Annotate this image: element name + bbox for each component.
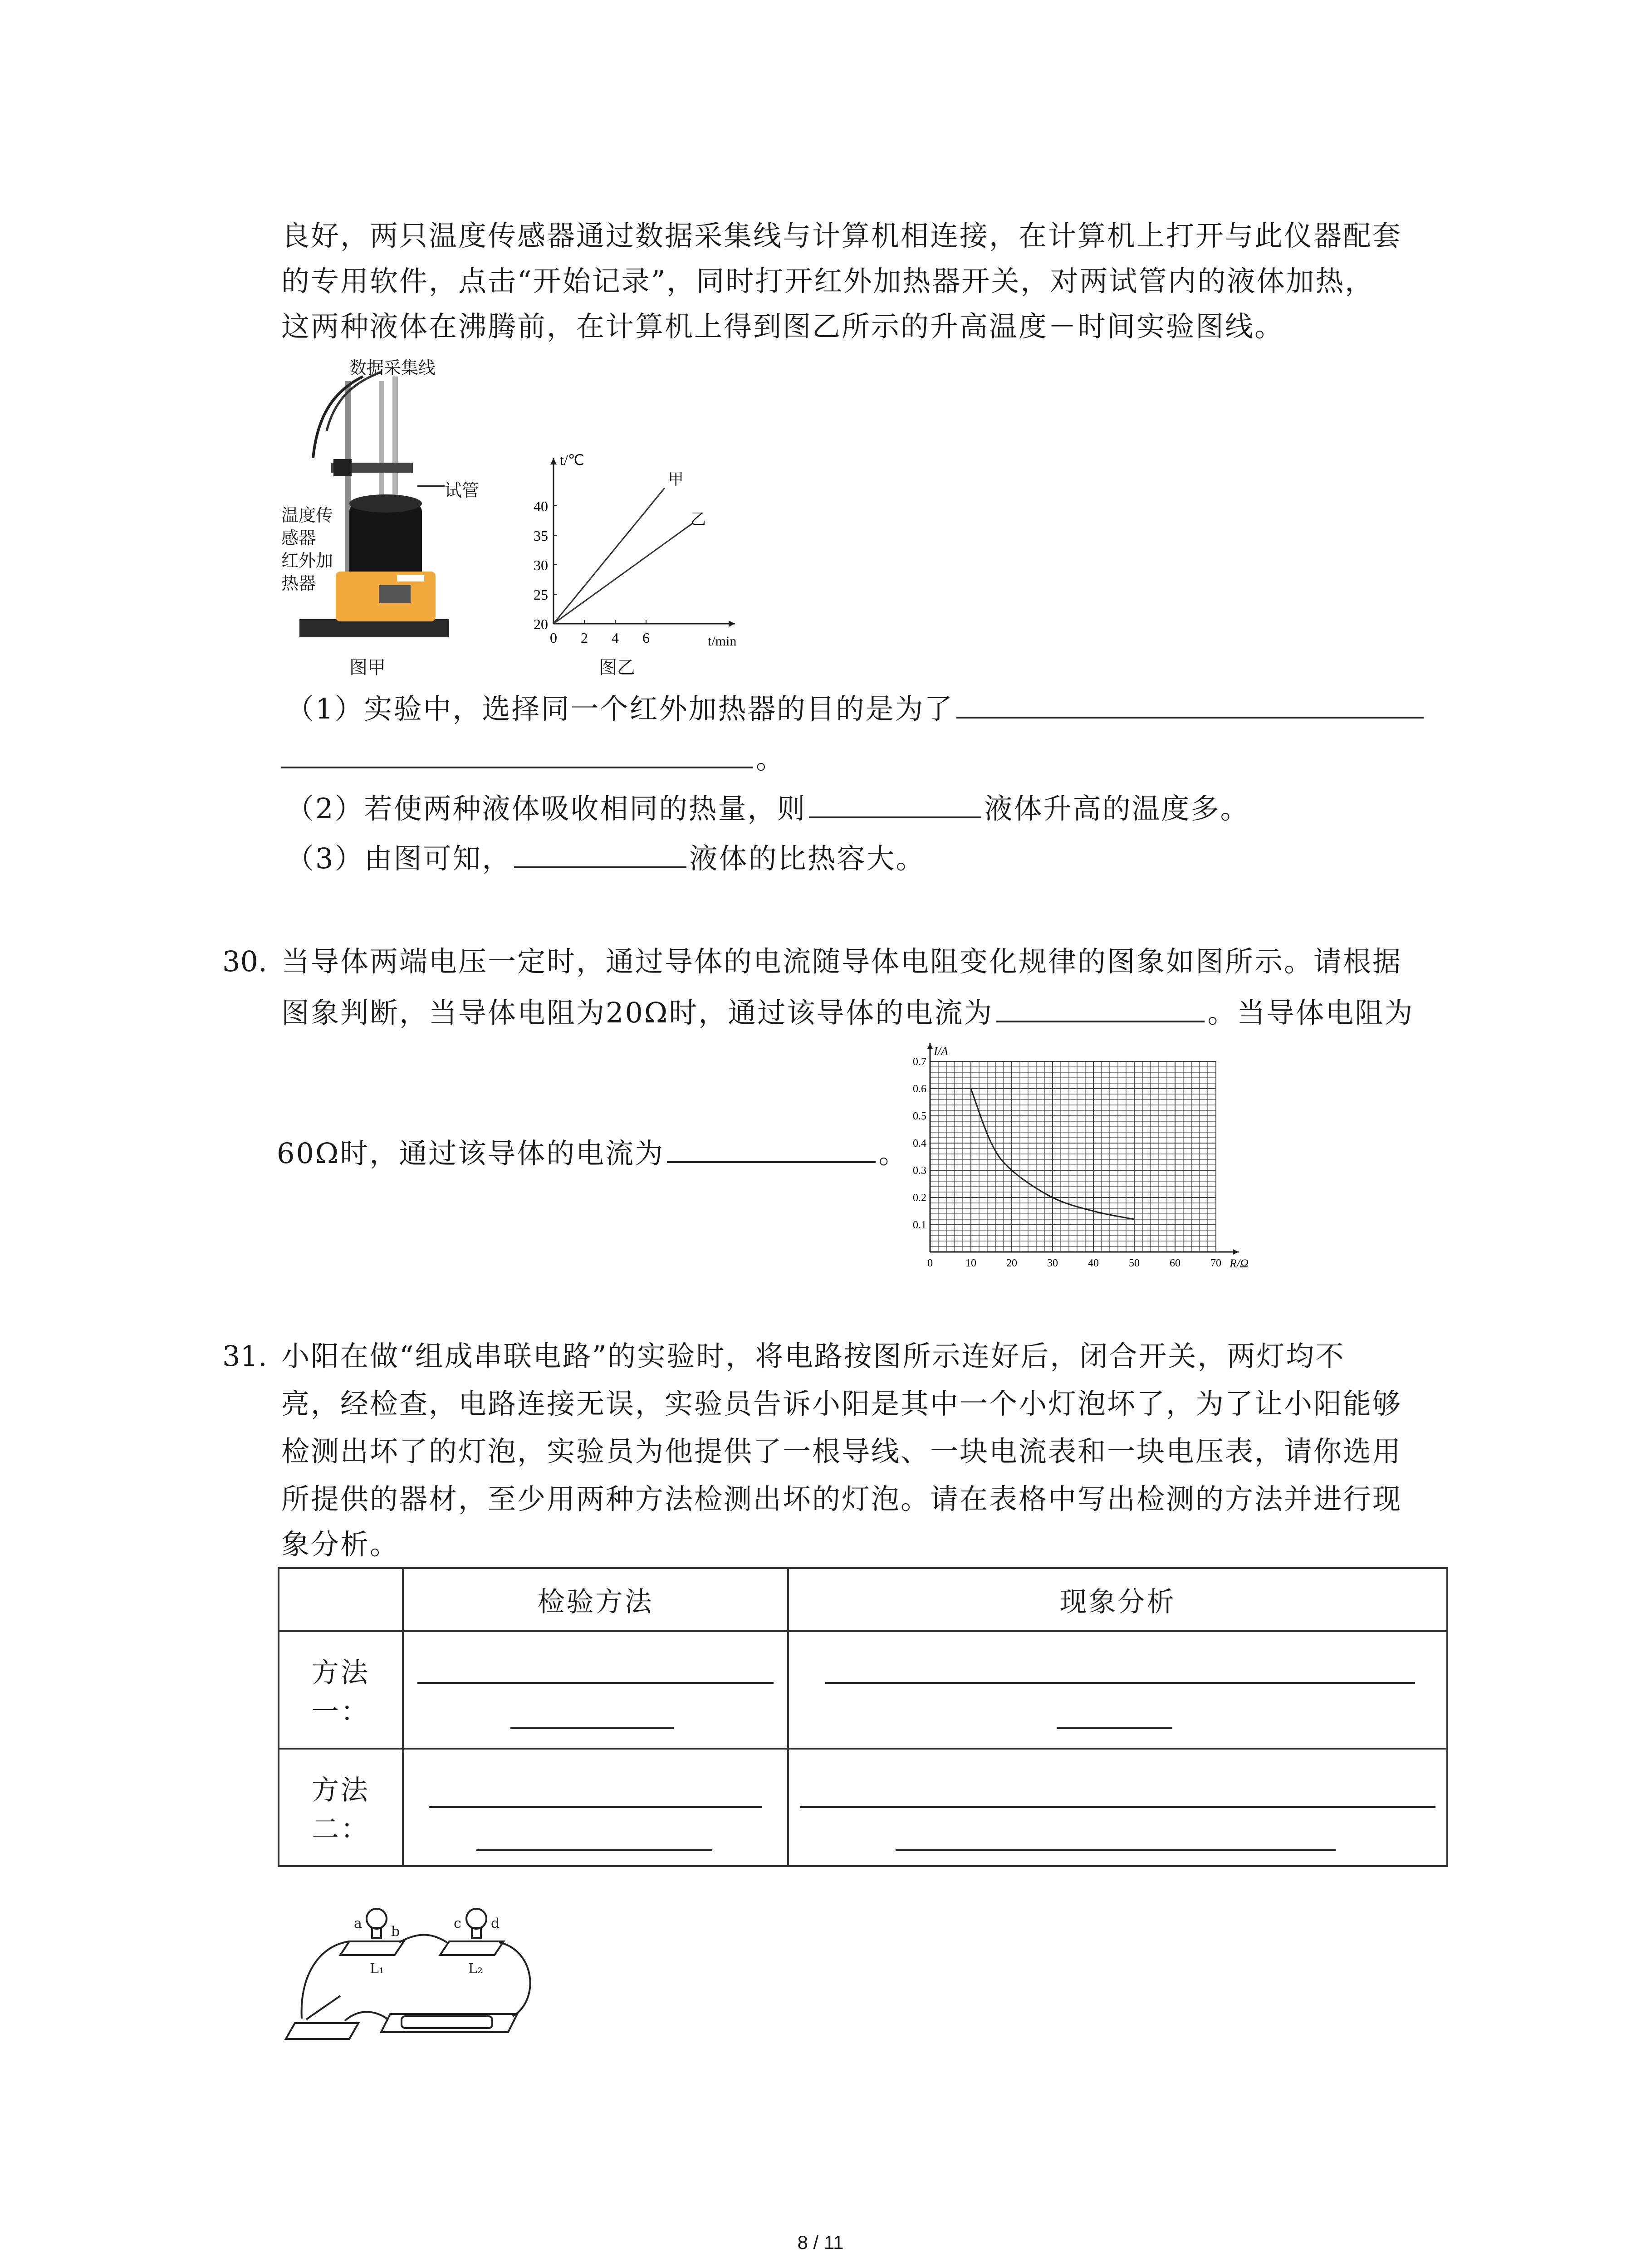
y-tick-label: 40 [534,498,548,514]
q29-part1-text: （1）实验中，选择同一个红外加热器的目的是为了 [286,692,954,725]
y-tick-label: 35 [534,528,548,544]
row2-analysis-blank-2[interactable] [896,1849,1336,1851]
x-tick-label: 40 [1088,1257,1099,1269]
terminal-a: a [354,1916,362,1931]
q29-part2-answer-blank[interactable] [809,785,981,818]
label-data-cable: 数据采集线 [349,358,436,378]
q30-line-2-end: 。当导体电阻为 [1207,996,1414,1029]
q30-line-3-text: 60Ω时，通过该导体的电流为 [277,1137,665,1170]
q30-answer-blank-2[interactable] [667,1129,876,1163]
x-tick-label: 20 [1006,1257,1017,1269]
y-tick-label: 0.7 [913,1056,926,1068]
leader-line-tube [417,485,445,487]
q30-answer-blank-1[interactable] [996,989,1205,1022]
y-tick-label: 0.6 [913,1083,926,1095]
temperature-time-chart [522,440,776,649]
q31-line-4: 所提供的器材，至少用两种方法检测出坏的灯泡。请在表格中写出检测的方法并进行现 [281,1482,1402,1515]
x-axis-arrow [1233,1249,1239,1255]
table-header-row [279,1568,1447,1631]
x-tick-label: 30 [1047,1257,1058,1269]
row1-analysis-blank-1[interactable] [825,1682,1415,1684]
row1-method-blank-2[interactable] [510,1727,674,1729]
y-tick-label: 0.5 [913,1110,926,1122]
q29-part3-answer-blank[interactable] [514,835,686,868]
y-tick-label: 25 [534,587,548,603]
intro-line-2: 的专用软件，点击“开始记录”，同时打开红外加热器开关，对两试管内的液体加热， [281,264,1375,298]
circuit-illustration [281,1901,572,2073]
label-heater-2: 热器 [281,573,316,593]
q31-line-3: 检测出坏了的灯泡，实验员为他提供了一根导线、一块电流表和一块电压表，请你选用 [281,1435,1402,1468]
q30-number: 30. [222,945,267,978]
caption-yi: 图乙 [599,657,635,678]
row1-label-a: 方法 [312,1657,370,1689]
y-tick-label: 0.4 [913,1138,926,1149]
series-label: 甲 [668,470,684,489]
label-test-tube: 试管 [445,480,480,500]
table-row [279,1631,1447,1749]
caption-jia: 图甲 [349,657,386,678]
page-number: 8 / 11 [797,2232,844,2253]
terminal-d: d [491,1916,500,1931]
y-tick-label: 0.1 [913,1219,926,1231]
row2-label-a: 方法 [312,1774,370,1806]
y-axis-label: I/A [934,1045,948,1058]
header-method: 检验方法 [403,1568,788,1631]
x-tick-label: 70 [1210,1257,1221,1269]
y-tick-label: 0.3 [913,1165,926,1177]
current-resistance-chart [898,1039,1261,1293]
y-axis-arrow [927,1043,933,1049]
row1-label [279,1631,403,1749]
q29-part2 [286,785,1249,831]
header-analysis: 现象分析 [788,1568,1447,1631]
q30-line-3-end: 。 [878,1137,908,1170]
circuit-diagram [281,1901,572,2073]
row2-method-blank-2[interactable] [476,1849,712,1851]
q29-part3-text-end: 液体的比热容大。 [689,842,926,875]
x-tick-label: 10 [965,1257,976,1269]
q31-line-2: 亮，经检查，电路连接无误，实验员告诉小阳是其中一个小灯泡坏了，为了让小阳能够 [281,1387,1402,1420]
label-heater-1: 红外加 [281,551,333,571]
x-axis-label: R/Ω [1230,1257,1249,1270]
y-axis-arrow [550,458,557,464]
figure-jia [281,354,481,678]
row1-analysis-blank-2[interactable] [1057,1727,1172,1729]
row1-label-b: 一： [312,1696,370,1728]
row1-method-blank-1[interactable] [417,1682,774,1684]
q30-line-3 [277,1129,908,1176]
y-axis-label: t/℃ [560,452,584,468]
q29-part1-cont [281,735,785,782]
label-sensor-1: 温度传 [281,505,333,525]
q29-part1-end: 。 [756,742,786,775]
intro-line-3: 这两种液体在沸腾前，在计算机上得到图乙所示的升高温度－时间实验图线。 [281,310,1284,343]
q31-number: 31. [222,1339,267,1373]
row2-method-blank-1[interactable] [429,1806,762,1808]
x-axis-label: t/min [708,634,737,649]
row2-analysis-blank-1[interactable] [800,1806,1435,1808]
method-analysis-table [278,1567,1448,1867]
row1-method-cell [403,1631,788,1749]
x-tick-label: 50 [1129,1257,1140,1269]
q30-line-2 [281,989,1414,1036]
row2-method-cell [403,1749,788,1866]
intro-line-1: 良好，两只温度传感器通过数据采集线与计算机相连接，在计算机上打开与此仪器配套 [281,219,1402,252]
table-row [279,1749,1447,1866]
q29-part2-text: （2）若使两种液体吸收相同的热量，则 [286,792,807,825]
terminal-c: c [454,1916,461,1931]
x-tick-label: 6 [642,630,650,646]
q29-part1-answer-blank-2[interactable] [281,735,753,768]
table-corner-cell [279,1568,403,1631]
x-tick-label: 0 [550,630,557,646]
q29-part1-answer-blank[interactable] [956,685,1424,719]
q29-part3-text: （3）由图可知， [286,842,512,875]
q29-part2-text-end: 液体升高的温度多。 [984,792,1250,825]
terminal-b: b [391,1924,400,1940]
q29-part1 [286,685,1426,732]
figure-yi [522,440,776,685]
q31-line-5: 象分析。 [281,1528,400,1561]
lamp-l1-label: L₁ [370,1961,384,1977]
q30-line-1: 当导体两端电压一定时，通过导体的电流随导体电阻变化规律的图象如图所示。请根据 [281,945,1402,978]
x-axis-arrow [729,621,735,627]
x-tick-label: 60 [1170,1257,1181,1269]
lamp-l2-label: L₂ [468,1961,483,1977]
row2-analysis-cell [788,1749,1447,1866]
q30-line-2-text: 图象判断，当导体电阻为20Ω时，通过该导体的电流为 [281,996,994,1029]
row1-analysis-cell [788,1631,1447,1749]
series-label: 乙 [691,510,706,528]
row2-label [279,1749,403,1866]
y-tick-label: 20 [534,616,548,632]
row2-label-b: 二： [312,1813,370,1845]
figure-current-resistance [898,1039,1261,1293]
label-sensor-2: 感器 [281,528,316,548]
q31-line-1: 小阳在做“组成串联电路”的实验时，将电路按图所示连好后，闭合开关，两灯均不 [281,1339,1345,1373]
y-tick-label: 0.2 [913,1192,926,1204]
q29-part3 [286,835,925,881]
y-tick-label: 30 [534,557,548,573]
x-tick-label: 2 [581,630,588,646]
x-tick-label: 4 [612,630,619,646]
x-tick-label: 0 [927,1257,933,1269]
